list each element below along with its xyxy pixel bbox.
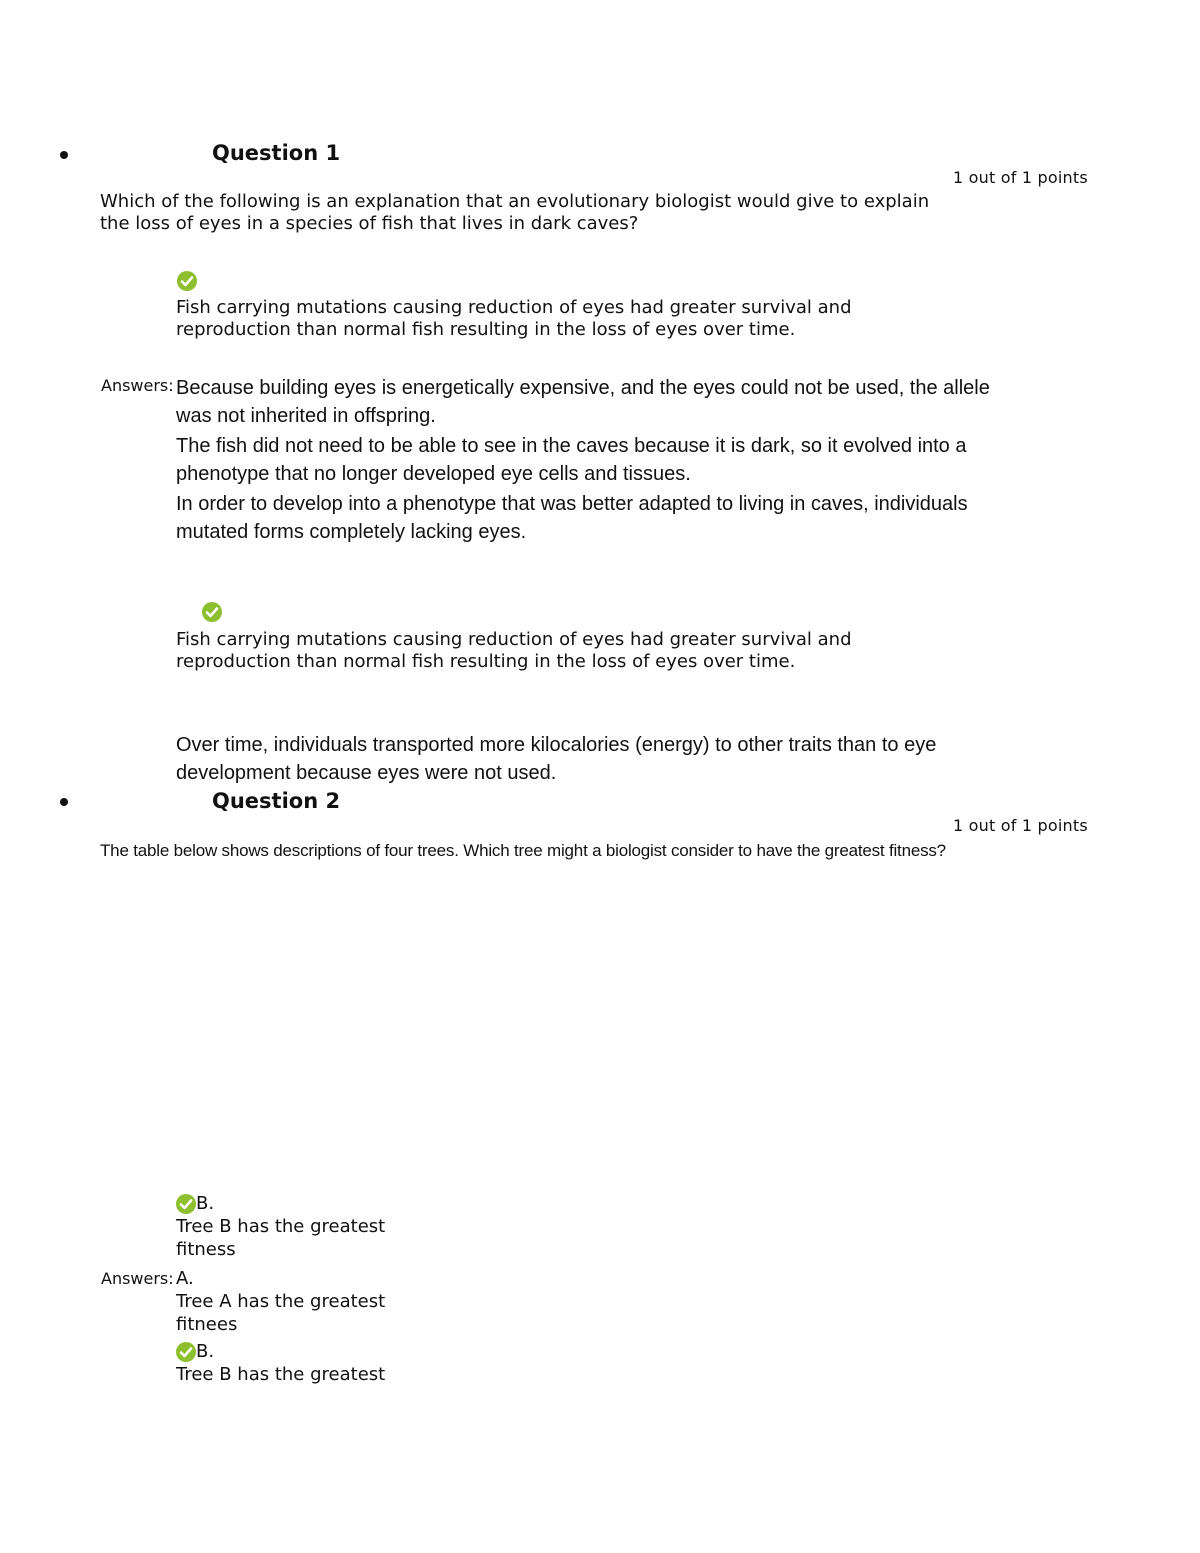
- answer-option-1: Because building eyes is energetically expensive, and the eyes could not be used, the allele was not inherited in offspring.: [176, 377, 990, 427]
- option-a-text: Tree A has the greatest fitnees: [176, 1291, 386, 1335]
- correct-answer-option: Fish carrying mutations causing reduction of eyes had greater survival and reproduction than normal fish resulting in the loss of eyes over time.: [176, 629, 852, 672]
- question-2-title: Question 2: [212, 789, 341, 813]
- bullet-q1: [60, 151, 68, 159]
- answers-label: Answers:: [101, 376, 174, 395]
- question-1-points: 1 out of 1 points: [953, 168, 1088, 187]
- correct-check-icon: [177, 271, 197, 291]
- question-2-text: The table below shows descriptions of four trees. Which tree might a biologist consider to have the greatest fitness?: [100, 841, 946, 860]
- correct-check-icon: [176, 1342, 196, 1362]
- answer-option-3: In order to develop into a phenotype that was better adapted to living in caves, individuals mutated forms completely lacking eyes.: [176, 493, 968, 543]
- selected-answer-text: Tree B has the greatest fitness: [176, 1216, 386, 1260]
- answer-option-2: The fish did not need to be able to see in the caves because it is dark, so it evolved into a phenotype that no longer developed eye cells and tissues.: [176, 435, 967, 485]
- correct-check-icon: [176, 1194, 196, 1214]
- question-1-title: Question 1: [212, 141, 341, 165]
- option-b-text: Tree B has the greatest: [176, 1364, 386, 1385]
- selected-answer: Fish carrying mutations causing reduction of eyes had greater survival and reproduction than normal fish resulting in the loss of eyes over time.: [176, 297, 852, 340]
- option-b-letter: B.: [196, 1341, 215, 1362]
- correct-check-icon: [202, 602, 222, 622]
- selected-answer-b: [176, 1192, 416, 1261]
- option-b: [176, 1340, 416, 1386]
- option-a-letter: A.: [176, 1268, 194, 1289]
- question-1-text: Which of the following is an explanation that an evolutionary biologist would give to explain the loss of eyes in a species of fish that lives in dark caves?: [100, 191, 930, 234]
- question-2-points: 1 out of 1 points: [953, 816, 1088, 835]
- answer-option-4: Over time, individuals transported more kilocalories (energy) to other traits than to eye development because eyes were not used.: [176, 734, 937, 784]
- answers-label: Answers:: [101, 1269, 174, 1288]
- bullet-q2: [60, 798, 68, 806]
- selected-letter: B.: [196, 1193, 215, 1214]
